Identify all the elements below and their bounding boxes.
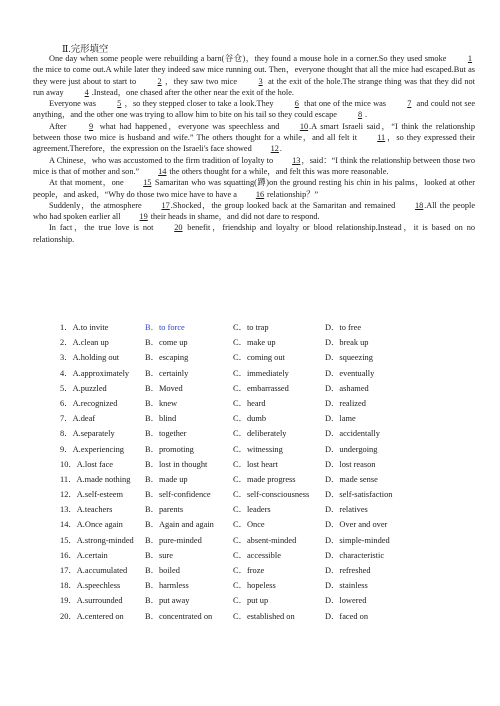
question-number: 12 bbox=[60, 490, 69, 500]
number-separator: ． bbox=[64, 323, 73, 332]
number-separator: ． bbox=[64, 383, 73, 393]
passage-text: .All the people who had spoken earlier all bbox=[33, 200, 476, 222]
option-c[interactable]: C．lost heart bbox=[233, 459, 278, 469]
option-c[interactable]: C．hopeless bbox=[233, 581, 276, 591]
number-separator: ． bbox=[68, 520, 77, 530]
number-separator: ． bbox=[68, 535, 77, 545]
option-d[interactable]: D．undergoing bbox=[325, 444, 378, 454]
passage-paragraph bbox=[33, 177, 475, 200]
passage-text: their heads in shame，and did not dare to respond. bbox=[148, 212, 320, 222]
option-b[interactable]: B．come up bbox=[145, 338, 188, 348]
option-a-label: A.clean up bbox=[72, 338, 109, 348]
option-a-label: A.surrounded bbox=[76, 596, 123, 606]
passage-text: Samaritan who was squatting(蹲)on the ground resting his chin in his palms，looked at other people，and asked，“Why do those two mice have to have a bbox=[33, 178, 475, 199]
option-d[interactable]: D．faced on bbox=[325, 611, 369, 621]
option-b[interactable]: B．together bbox=[145, 429, 187, 439]
question-number: 17 bbox=[60, 566, 69, 575]
passage-text: .Shocked，the group looked back at the Samaritan and remained bbox=[170, 200, 399, 210]
blank-7[interactable]: 7 bbox=[407, 99, 412, 109]
option-a-label: A.teachers bbox=[76, 505, 113, 515]
option-d[interactable]: D．stainless bbox=[325, 581, 368, 591]
question-number: 18 bbox=[60, 581, 69, 591]
passage-text: benefit，friendship and loyalty or blood relationship.Instead，it is based on no relationship. bbox=[33, 223, 475, 244]
passage-text: .A smart Israeli said，“I think the relationship between those two mice is husband and wife.” The others thought for a while，and all felt it bbox=[33, 121, 475, 143]
option-c[interactable]: C．make up bbox=[233, 338, 276, 348]
blank-12[interactable]: 12 bbox=[270, 144, 279, 154]
option-row bbox=[60, 533, 480, 548]
option-a-label: A.centered on bbox=[76, 611, 124, 621]
blank-15[interactable]: 15 bbox=[143, 178, 152, 188]
cloze-passage bbox=[33, 53, 475, 245]
number-separator: ． bbox=[64, 368, 73, 378]
option-a[interactable] bbox=[60, 563, 145, 578]
option-d[interactable]: D．characteristic bbox=[325, 550, 385, 560]
passage-text: relationship？” bbox=[264, 189, 319, 199]
number-separator: ． bbox=[64, 338, 73, 348]
option-a[interactable] bbox=[60, 502, 145, 517]
option-c[interactable]: C．put up bbox=[233, 596, 269, 606]
blank-11[interactable]: 11 bbox=[377, 133, 386, 143]
question-number: 7 bbox=[60, 414, 65, 424]
number-separator: ． bbox=[68, 550, 77, 560]
option-c[interactable]: C．self-consciousness bbox=[233, 490, 310, 500]
option-a[interactable] bbox=[60, 335, 145, 350]
option-a[interactable] bbox=[60, 487, 145, 502]
option-d[interactable]: D．eventually bbox=[325, 368, 375, 378]
option-a-label: A.Once again bbox=[76, 520, 123, 530]
option-b[interactable]: B．pure-minded bbox=[145, 535, 202, 545]
option-c[interactable]: C．established on bbox=[233, 611, 295, 621]
passage-text: ，so they expressed their agreement.Therefore，the expression on the Israeli's face showed bbox=[33, 133, 475, 154]
passage-text: After bbox=[49, 121, 71, 131]
option-a[interactable] bbox=[60, 442, 145, 457]
option-a[interactable] bbox=[60, 578, 145, 593]
option-row bbox=[60, 457, 480, 472]
passage-paragraph bbox=[33, 155, 475, 178]
option-c[interactable]: C．deliberately bbox=[233, 429, 287, 439]
option-row bbox=[60, 335, 480, 350]
number-separator: ． bbox=[68, 459, 77, 469]
option-d[interactable]: D．accidentally bbox=[325, 429, 380, 439]
option-row bbox=[60, 442, 480, 457]
option-b[interactable]: B．made up bbox=[145, 474, 188, 484]
blank-10[interactable]: 10 bbox=[299, 121, 309, 131]
question-number: 2 bbox=[60, 338, 65, 348]
option-a-label: A.deaf bbox=[72, 414, 96, 424]
option-a-label: A.accumulated bbox=[76, 566, 128, 575]
passage-text: Everyone was bbox=[49, 99, 99, 109]
number-separator: ． bbox=[64, 444, 73, 454]
passage-paragraph bbox=[33, 53, 475, 98]
option-a[interactable] bbox=[60, 320, 145, 335]
option-d[interactable]: D．lame bbox=[325, 414, 356, 424]
question-number: 9 bbox=[60, 444, 65, 454]
option-c[interactable]: C．to trap bbox=[233, 323, 269, 332]
number-separator: ． bbox=[68, 490, 77, 500]
passage-text: what had happened，everyone was speechless and bbox=[96, 121, 283, 131]
option-row bbox=[60, 411, 480, 426]
option-d[interactable]: D．made sense bbox=[325, 474, 378, 484]
option-a[interactable] bbox=[60, 472, 145, 487]
question-number: 16 bbox=[60, 550, 69, 560]
option-row bbox=[60, 396, 480, 411]
blank-9[interactable]: 9 bbox=[89, 121, 94, 131]
option-a[interactable] bbox=[60, 548, 145, 563]
option-row bbox=[60, 350, 480, 365]
blank-6[interactable]: 6 bbox=[294, 99, 299, 109]
passage-text: ，they saw two mice bbox=[164, 76, 240, 86]
option-d[interactable]: D．ashamed bbox=[325, 383, 369, 393]
passage-paragraph bbox=[33, 200, 475, 223]
option-a-label: A.experiencing bbox=[72, 444, 124, 454]
passage-text: One day when some people were rebuilding a barn(谷仓)，they found a mouse hole in a corner.So they used smoke bbox=[49, 54, 449, 63]
passage-text: . bbox=[279, 144, 282, 154]
option-b[interactable]: B．knew bbox=[145, 398, 178, 408]
option-b[interactable]: B．promoting bbox=[145, 444, 194, 454]
option-a[interactable] bbox=[60, 457, 145, 472]
option-b[interactable]: B．Again and again bbox=[145, 520, 214, 530]
blank-4[interactable]: 4 bbox=[84, 87, 89, 97]
option-row bbox=[60, 472, 480, 487]
option-d[interactable]: D．relatives bbox=[325, 505, 368, 515]
number-separator: ． bbox=[68, 505, 77, 515]
option-row bbox=[60, 381, 480, 396]
option-b[interactable]: B．escaping bbox=[145, 353, 189, 363]
option-a[interactable] bbox=[60, 609, 145, 624]
option-row bbox=[60, 320, 480, 335]
option-b[interactable]: B．certainly bbox=[145, 368, 189, 378]
option-c[interactable]: C．heard bbox=[233, 398, 266, 408]
option-b[interactable]: B．sure bbox=[145, 550, 173, 560]
option-c[interactable]: C．accessible bbox=[233, 550, 281, 560]
passage-text: at the exit of the hole.The strange thing was that they did not run away bbox=[33, 76, 475, 97]
option-c[interactable]: C．absent-minded bbox=[233, 535, 297, 545]
option-a-label: A.self-esteem bbox=[76, 490, 124, 500]
question-number: 4 bbox=[60, 368, 65, 378]
option-a[interactable] bbox=[60, 426, 145, 441]
option-a-label: A.holding out bbox=[72, 353, 120, 363]
passage-text: the others thought for a while，and felt this was more reasonable. bbox=[167, 166, 389, 176]
blank-5[interactable]: 5 bbox=[117, 99, 122, 109]
passage-text: .Instead，one chased after the other near the exit of the hole. bbox=[91, 87, 294, 97]
option-a-label: A.lost face bbox=[76, 459, 114, 469]
question-number: 6 bbox=[60, 398, 65, 408]
option-row bbox=[60, 426, 480, 441]
option-row bbox=[60, 517, 480, 532]
option-row bbox=[60, 578, 480, 593]
option-a[interactable] bbox=[60, 350, 145, 365]
option-a-label: A.approximately bbox=[72, 368, 130, 378]
option-d[interactable]: D．to free bbox=[325, 323, 362, 332]
option-c[interactable]: C．froze bbox=[233, 566, 265, 575]
question-number: 13 bbox=[60, 505, 69, 515]
option-b[interactable]: B．harmless bbox=[145, 581, 189, 591]
passage-text: that one of the mice was bbox=[301, 99, 389, 109]
question-number: 5 bbox=[60, 383, 65, 393]
blank-3[interactable]: 3 bbox=[258, 76, 263, 86]
option-b[interactable]: B．to force bbox=[145, 323, 185, 332]
answer-options bbox=[60, 320, 480, 624]
option-d[interactable]: D．break up bbox=[325, 338, 369, 348]
option-row bbox=[60, 502, 480, 517]
number-separator: ． bbox=[68, 581, 77, 591]
passage-text: the mice to come out.A while later they indeed saw mice running out. Then，everyone thought that all the mice had escaped.But as they were just about to start to bbox=[33, 65, 475, 86]
number-separator: ． bbox=[68, 566, 77, 575]
question-number: 20 bbox=[60, 611, 69, 621]
passage-text: In fact，the true love is not bbox=[49, 223, 158, 233]
option-d[interactable]: D．simple-minded bbox=[325, 535, 390, 545]
option-a[interactable] bbox=[60, 366, 145, 381]
number-separator: ． bbox=[64, 429, 73, 439]
number-separator: ． bbox=[64, 353, 73, 363]
option-a[interactable] bbox=[60, 517, 145, 532]
passage-text: A Chinese，who was accustomed to the firm tradition of loyalty to bbox=[49, 155, 276, 165]
option-a-label: A.made nothing bbox=[76, 474, 131, 484]
option-a[interactable] bbox=[60, 381, 145, 396]
option-a-label: A.puzzled bbox=[72, 383, 107, 393]
question-number: 1 bbox=[60, 323, 65, 332]
option-b[interactable]: B．lost in thought bbox=[145, 459, 208, 469]
passage-paragraph bbox=[33, 121, 475, 155]
option-d[interactable]: D．realized bbox=[325, 398, 366, 408]
option-b[interactable]: B．self-confidence bbox=[145, 490, 211, 500]
option-a-label: A.recognized bbox=[72, 398, 118, 408]
option-c[interactable]: C．dumb bbox=[233, 414, 267, 424]
option-c[interactable]: C．embarrassed bbox=[233, 383, 289, 393]
blank-20[interactable]: 20 bbox=[174, 223, 183, 233]
option-d[interactable]: D．self-satisfaction bbox=[325, 490, 393, 500]
option-a[interactable] bbox=[60, 396, 145, 411]
blank-18[interactable]: 18 bbox=[415, 200, 424, 210]
option-row bbox=[60, 563, 480, 578]
option-a-label: A.separately bbox=[72, 429, 115, 439]
number-separator: ． bbox=[68, 474, 77, 484]
number-separator: ． bbox=[68, 611, 77, 621]
option-row bbox=[60, 593, 480, 608]
number-separator: ． bbox=[64, 398, 73, 408]
passage-text: ，said：“I think the relationship between those two mice is that of mother and son.” bbox=[33, 155, 475, 176]
passage-text: and could not see anything，and the other one was trying to allow him to bite on his tail so they could escape bbox=[33, 99, 476, 120]
question-number: 3 bbox=[60, 353, 65, 363]
option-c[interactable]: C．leaders bbox=[233, 505, 271, 515]
option-b[interactable]: B．blind bbox=[145, 414, 177, 424]
option-c[interactable]: C．coming out bbox=[233, 353, 285, 363]
option-a-label: A.certain bbox=[76, 550, 108, 560]
passage-text: ，so they stepped closer to take a look.They bbox=[124, 99, 276, 109]
option-a-label: A.strong-minded bbox=[76, 535, 134, 545]
option-d[interactable]: D．refreshed bbox=[325, 566, 371, 575]
option-b[interactable]: B．parents bbox=[145, 505, 184, 515]
question-number: 15 bbox=[60, 535, 69, 545]
option-row bbox=[60, 609, 480, 624]
blank-17[interactable]: 17 bbox=[161, 200, 170, 210]
option-d[interactable]: D．squeezing bbox=[325, 353, 373, 363]
number-separator: ． bbox=[68, 596, 77, 606]
blank-13[interactable]: 13 bbox=[292, 155, 301, 165]
option-b[interactable]: B．Moved bbox=[145, 383, 183, 393]
passage-paragraph bbox=[33, 98, 475, 121]
option-c[interactable]: C．witnessing bbox=[233, 444, 283, 454]
option-a[interactable] bbox=[60, 593, 145, 608]
number-separator: ． bbox=[64, 414, 73, 424]
question-number: 8 bbox=[60, 429, 65, 439]
question-number: 14 bbox=[60, 520, 69, 530]
option-d[interactable]: D．lost reason bbox=[325, 459, 376, 469]
option-b[interactable]: B．concentrated on bbox=[145, 611, 213, 621]
option-c[interactable]: C．Once bbox=[233, 520, 265, 530]
option-a[interactable] bbox=[60, 533, 145, 548]
blank-1[interactable]: 1 bbox=[467, 54, 473, 63]
option-d[interactable]: D．Over and over bbox=[325, 520, 388, 530]
option-d[interactable]: D．lowered bbox=[325, 596, 367, 606]
blank-16[interactable]: 16 bbox=[255, 189, 265, 199]
blank-19[interactable]: 19 bbox=[139, 212, 148, 222]
option-a-label: A.to invite bbox=[72, 323, 109, 332]
section-heading: Ⅱ.完形填空 bbox=[62, 45, 109, 55]
question-number: 11 bbox=[60, 474, 69, 484]
option-c[interactable]: C．immediately bbox=[233, 368, 289, 378]
blank-2[interactable]: 2 bbox=[157, 76, 162, 86]
option-row bbox=[60, 487, 480, 502]
option-row bbox=[60, 366, 480, 381]
passage-text: Suddenly，the atmosphere bbox=[49, 200, 145, 210]
option-a-label: A.speechless bbox=[76, 581, 121, 591]
passage-text: At that moment，one bbox=[49, 178, 127, 188]
option-row bbox=[60, 548, 480, 563]
option-c[interactable]: C．made progress bbox=[233, 474, 296, 484]
passage-text: . bbox=[365, 110, 368, 120]
question-number: 19 bbox=[60, 596, 69, 606]
option-b[interactable]: B．boiled bbox=[145, 566, 180, 575]
passage-paragraph bbox=[33, 222, 475, 245]
question-number: 10 bbox=[60, 459, 69, 469]
blank-8[interactable]: 8 bbox=[357, 110, 363, 120]
option-b[interactable]: B．put away bbox=[145, 596, 190, 606]
blank-14[interactable]: 14 bbox=[158, 166, 167, 176]
option-a[interactable] bbox=[60, 411, 145, 426]
